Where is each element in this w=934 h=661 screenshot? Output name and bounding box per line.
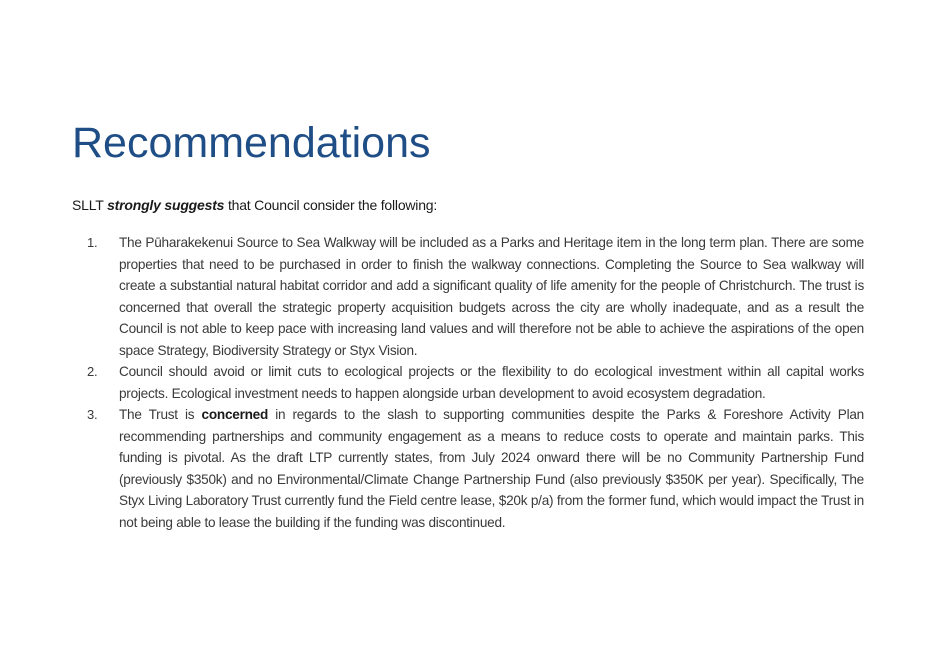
recommendation-item bbox=[87, 404, 864, 533]
intro-paragraph bbox=[72, 196, 437, 214]
recommendation-item bbox=[87, 232, 864, 361]
recommendation-bold: concerned bbox=[201, 407, 269, 422]
recommendation-text-before: The Trust is bbox=[119, 407, 202, 422]
page-title: Recommendations bbox=[72, 119, 431, 167]
intro-prefix: SLLT bbox=[72, 197, 108, 213]
recommendation-text-after: in regards to the slash to supporting communities despite the Parks & Foreshore Activity Plan recommending partnerships and community engagement as a means to reduce costs to operate and maintain parks. This funding is pivotal. As the draft LTP currently states, from July 2024 onward there will be no Community Partnership Fund (previously $350k) and no Environmental/Climate Change Partnership Fund (also previously $350K per year). Specifically, The Styx Living Laboratory Trust currently fund the Field centre lease, $20k p/a) from the former fund, which would impact the Trust in not being able to lease the building if the funding was discontinued. bbox=[119, 407, 864, 530]
recommendation-text-before: The Pūharakekenui Source to Sea Walkway will be included as a Parks and Heritage item in the long term plan. There are some properties that need to be purchased in order to finish the walkway connections. Completing the Source to Sea walkway will create a substantial natural habitat corridor and add a significant quality of life amenity for the people of Christchurch. The trust is concerned that overall the strategic property acquisition budgets across the city are wholly inadequate, and as a result the Council is not able to keep pace with increasing land values and will therefore not be able to achieve the aspirations of the open space Strategy, Biodiversity Strategy or Styx Vision. bbox=[119, 235, 864, 358]
recommendation-item bbox=[87, 361, 864, 404]
recommendation-text bbox=[119, 364, 864, 401]
recommendations-list bbox=[87, 232, 864, 533]
recommendation-text-before: Council should avoid or limit cuts to ecological projects or the flexibility to do ecological investment within all capital works projects. Ecological investment needs to happen alongside urban development to avoid ecosystem degradation. bbox=[119, 364, 864, 401]
recommendation-number: 3. bbox=[87, 407, 98, 422]
intro-suffix: that Council consider the following: bbox=[224, 197, 438, 213]
recommendation-text bbox=[119, 407, 864, 530]
recommendation-number: 1. bbox=[87, 235, 98, 250]
recommendation-number: 2. bbox=[87, 364, 98, 379]
intro-emphasis: strongly suggests bbox=[107, 197, 225, 213]
recommendation-text bbox=[119, 235, 864, 358]
